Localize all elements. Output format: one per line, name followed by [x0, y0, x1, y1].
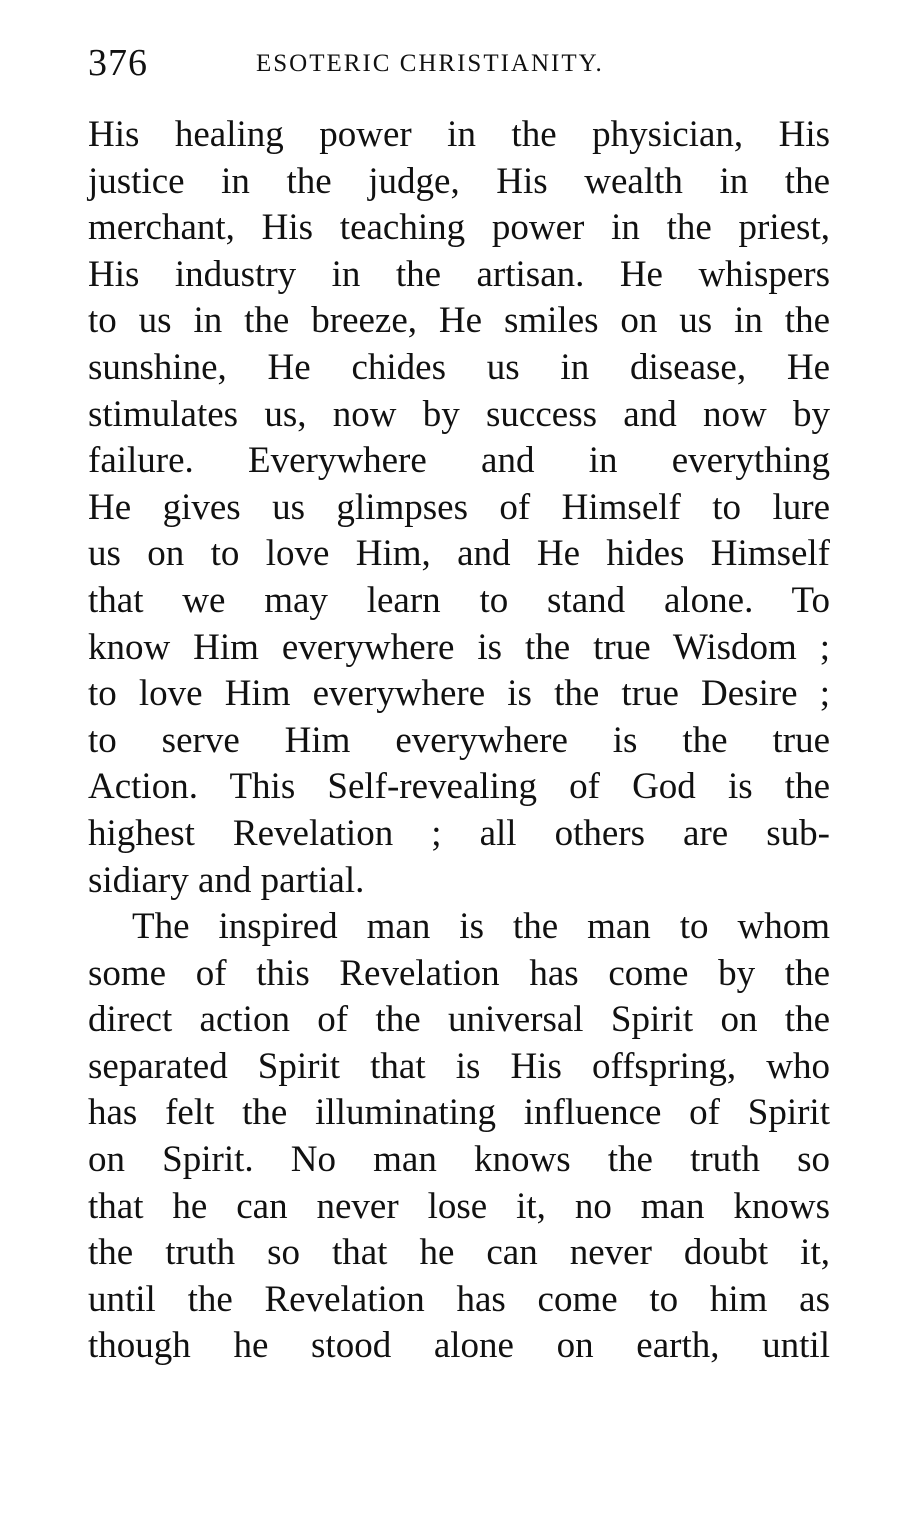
body-text — [88, 112, 830, 1370]
text-line: He gives us glimpses of Himself to lure — [88, 486, 830, 528]
running-head — [88, 40, 828, 86]
text-line: separated Spirit that is His offspring, who — [88, 1045, 830, 1087]
page-number: 376 — [88, 42, 148, 84]
text-line: His industry in the artisan. He whispers — [88, 253, 830, 295]
text-line: know Him everywhere is the true Wisdom ; — [88, 626, 830, 668]
text-line: that we may learn to stand alone. To — [88, 579, 830, 621]
text-line: some of this Revelation has come by the — [88, 952, 830, 994]
text-line: to us in the breeze, He smiles on us in the — [88, 300, 830, 342]
text-line: the truth so that he can never doubt it, — [88, 1232, 830, 1274]
text-line: justice in the judge, His wealth in the — [88, 160, 830, 202]
text-line: failure. Everywhere and in everything — [88, 440, 830, 482]
text-line: His healing power in the physician, His — [88, 114, 830, 155]
text-line: us on to love Him, and He hides Himself — [88, 533, 830, 575]
text-line: that he can never lose it, no man knows — [88, 1185, 830, 1227]
text-line: to serve Him everywhere is the true — [88, 719, 830, 761]
text-line: sunshine, He chides us in disease, He — [88, 346, 830, 388]
text-line: merchant, His teaching power in the priest, — [88, 207, 830, 249]
paragraph-start-line: The inspired man is the man to whom — [132, 906, 830, 948]
text-line: Action. This Self-revealing of God is the — [88, 766, 830, 808]
text-line: though he stood alone on earth, until — [88, 1325, 830, 1367]
text-line: has felt the illuminating influence of Spirit — [88, 1092, 830, 1134]
text-line: until the Revelation has come to him as — [88, 1278, 830, 1320]
text-line: direct action of the universal Spirit on the — [88, 999, 830, 1041]
text-line: highest Revelation ; all others are sub- — [88, 812, 830, 854]
text-line: stimulates us, now by success and now by — [88, 393, 830, 435]
running-title: ESOTERIC CHRISTIANITY. — [256, 50, 604, 77]
paragraph-end-line: sidiary and partial. — [88, 859, 365, 901]
text-line: to love Him everywhere is the true Desire ; — [88, 673, 830, 715]
text-line: on Spirit. No man knows the truth so — [88, 1139, 830, 1181]
